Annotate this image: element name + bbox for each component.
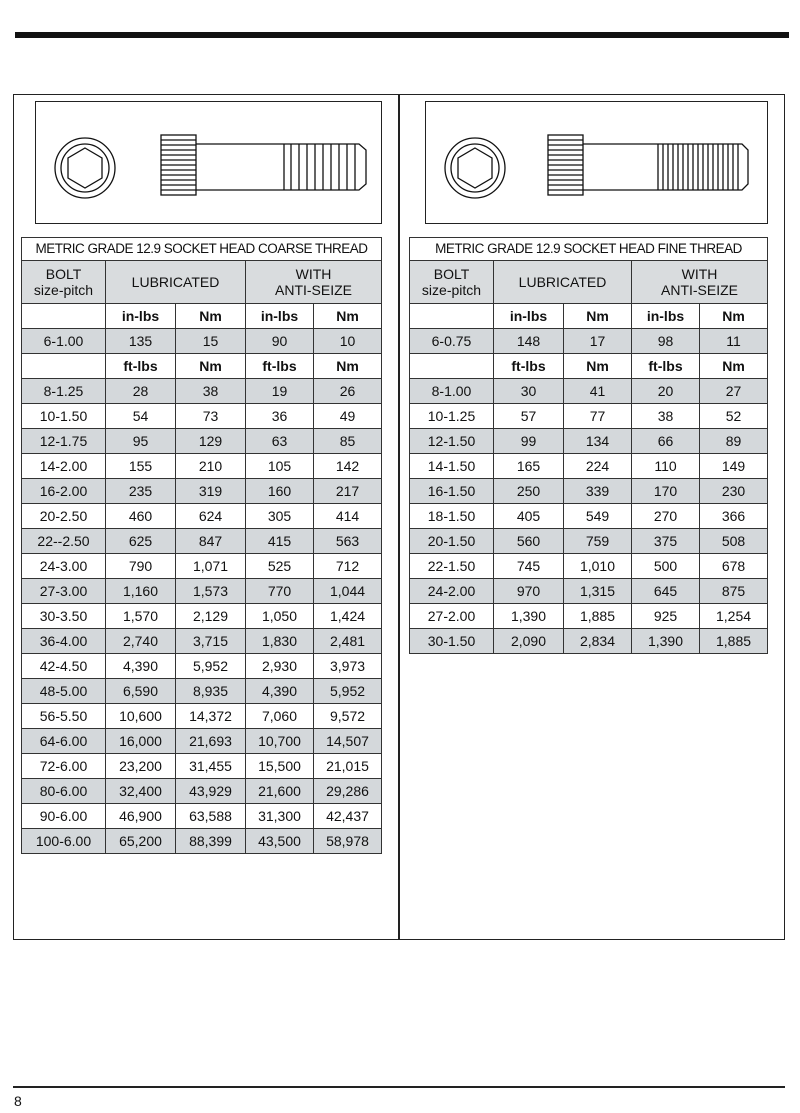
torque-value: 23,200: [106, 754, 176, 779]
torque-value: 14,507: [314, 729, 382, 754]
torque-value: 142: [314, 454, 382, 479]
torque-value: 4,390: [106, 654, 176, 679]
torque-value: 525: [246, 554, 314, 579]
torque-value: 29,286: [314, 779, 382, 804]
torque-value: 21,015: [314, 754, 382, 779]
torque-value: 134: [564, 429, 632, 454]
torque-value: 624: [176, 504, 246, 529]
torque-value: 645: [632, 579, 700, 604]
bolt-size: 30-3.50: [22, 604, 106, 629]
torque-value: 563: [314, 529, 382, 554]
torque-value: 1,885: [700, 629, 768, 654]
unit-label: Nm: [700, 354, 768, 379]
bolt-size: 72-6.00: [22, 754, 106, 779]
table-row: [22, 754, 382, 779]
bolt-size: 27-3.00: [22, 579, 106, 604]
table-row: [22, 479, 382, 504]
bolt-size: 42-4.50: [22, 654, 106, 679]
torque-value: 4,390: [246, 679, 314, 704]
torque-value: 155: [106, 454, 176, 479]
torque-value: 16,000: [106, 729, 176, 754]
torque-value: 270: [632, 504, 700, 529]
torque-value: 28: [106, 379, 176, 404]
torque-value: 1,390: [494, 604, 564, 629]
table-row: [22, 404, 382, 429]
coarse-table-title: METRIC GRADE 12.9 SOCKET HEAD COARSE THREAD: [22, 238, 382, 261]
bolt-size: 56-5.50: [22, 704, 106, 729]
table-row: [22, 504, 382, 529]
torque-value: 89: [700, 429, 768, 454]
unit-label: ft-lbs: [246, 354, 314, 379]
table-row: [22, 604, 382, 629]
torque-value: 790: [106, 554, 176, 579]
unit-label: Nm: [564, 304, 632, 329]
bolt-size: 14-1.50: [410, 454, 494, 479]
bolt-size: 14-2.00: [22, 454, 106, 479]
torque-value: 88,399: [176, 829, 246, 854]
torque-value: 375: [632, 529, 700, 554]
torque-value: 1,390: [632, 629, 700, 654]
torque-value: 15,500: [246, 754, 314, 779]
table-row: [410, 554, 768, 579]
torque-value: 2,740: [106, 629, 176, 654]
bolt-size: 24-3.00: [22, 554, 106, 579]
lubricated-header: LUBRICATED: [494, 261, 632, 304]
torque-value: 14,372: [176, 704, 246, 729]
bolt-size: 6-1.00: [22, 329, 106, 354]
table-row: [22, 579, 382, 604]
torque-value: 129: [176, 429, 246, 454]
torque-value: 135: [106, 329, 176, 354]
torque-value: 31,455: [176, 754, 246, 779]
bolt-size: 27-2.00: [410, 604, 494, 629]
torque-value: 712: [314, 554, 382, 579]
torque-value: 160: [246, 479, 314, 504]
bolt-size: 8-1.25: [22, 379, 106, 404]
torque-value: 625: [106, 529, 176, 554]
torque-value: 405: [494, 504, 564, 529]
bolt-size: 20-1.50: [410, 529, 494, 554]
torque-value: 1,570: [106, 604, 176, 629]
torque-value: 1,424: [314, 604, 382, 629]
torque-value: 31,300: [246, 804, 314, 829]
fine-table-body: [410, 379, 768, 654]
coarse-bolt-drawing: [35, 101, 382, 224]
table-row: [410, 479, 768, 504]
fine-thread-table: [409, 237, 768, 654]
column-divider: [398, 94, 400, 940]
torque-value: 678: [700, 554, 768, 579]
unit-label: in-lbs: [106, 304, 176, 329]
torque-value: 366: [700, 504, 768, 529]
bolt-size: 36-4.00: [22, 629, 106, 654]
fine-bolt-icon: [426, 102, 766, 222]
unit-label: Nm: [176, 304, 246, 329]
lubricated-header: LUBRICATED: [106, 261, 246, 304]
torque-value: 224: [564, 454, 632, 479]
torque-value: 1,830: [246, 629, 314, 654]
table-row: [22, 379, 382, 404]
bolt-size: 12-1.75: [22, 429, 106, 454]
torque-value: 745: [494, 554, 564, 579]
bolt-size: 48-5.00: [22, 679, 106, 704]
anti-seize-header: WITH ANTI-SEIZE: [246, 261, 382, 304]
table-row: [22, 804, 382, 829]
torque-value: 250: [494, 479, 564, 504]
torque-value: 549: [564, 504, 632, 529]
torque-value: 10,700: [246, 729, 314, 754]
torque-value: 414: [314, 504, 382, 529]
torque-value: 217: [314, 479, 382, 504]
torque-value: 2,090: [494, 629, 564, 654]
coarse-thread-table: [21, 237, 382, 854]
torque-value: 3,973: [314, 654, 382, 679]
torque-value: 148: [494, 329, 564, 354]
torque-value: 85: [314, 429, 382, 454]
coarse-bolt-icon: [36, 102, 380, 222]
torque-value: 6,590: [106, 679, 176, 704]
bolt-size: 80-6.00: [22, 779, 106, 804]
unit-label: Nm: [314, 354, 382, 379]
bolt-size: 10-1.25: [410, 404, 494, 429]
unit-label: ft-lbs: [494, 354, 564, 379]
torque-value: 63: [246, 429, 314, 454]
torque-value: 57: [494, 404, 564, 429]
fine-table-title: METRIC GRADE 12.9 SOCKET HEAD FINE THREAD: [410, 238, 768, 261]
bolt-size: 16-1.50: [410, 479, 494, 504]
torque-value: 1,010: [564, 554, 632, 579]
bolt-size: 16-2.00: [22, 479, 106, 504]
table-row: [22, 629, 382, 654]
bolt-size: 100-6.00: [22, 829, 106, 854]
torque-value: 58,978: [314, 829, 382, 854]
bolt-size: 12-1.50: [410, 429, 494, 454]
fine-bolt-drawing: [425, 101, 768, 224]
torque-value: 110: [632, 454, 700, 479]
torque-value: 560: [494, 529, 564, 554]
table-row: [410, 404, 768, 429]
torque-value: 10,600: [106, 704, 176, 729]
torque-value: 95: [106, 429, 176, 454]
anti-seize-header: WITH ANTI-SEIZE: [632, 261, 768, 304]
bolt-size: 22-1.50: [410, 554, 494, 579]
torque-value: 52: [700, 404, 768, 429]
torque-value: 1,254: [700, 604, 768, 629]
torque-value: 170: [632, 479, 700, 504]
torque-value: 508: [700, 529, 768, 554]
bolt-header: BOLT size-pitch: [22, 261, 106, 304]
unit-label: in-lbs: [632, 304, 700, 329]
bolt-size: 8-1.00: [410, 379, 494, 404]
torque-value: 847: [176, 529, 246, 554]
table-row: [22, 454, 382, 479]
torque-value: 36: [246, 404, 314, 429]
torque-value: 99: [494, 429, 564, 454]
torque-value: 415: [246, 529, 314, 554]
torque-value: 339: [564, 479, 632, 504]
torque-value: 1,885: [564, 604, 632, 629]
torque-value: 77: [564, 404, 632, 429]
torque-value: 9,572: [314, 704, 382, 729]
bolt-size: 10-1.50: [22, 404, 106, 429]
torque-value: 235: [106, 479, 176, 504]
torque-value: 26: [314, 379, 382, 404]
torque-value: 41: [564, 379, 632, 404]
coarse-table-body: [22, 379, 382, 854]
torque-value: 20: [632, 379, 700, 404]
page-number: 8: [14, 1093, 22, 1109]
torque-value: 21,600: [246, 779, 314, 804]
torque-value: 15: [176, 329, 246, 354]
torque-value: 98: [632, 329, 700, 354]
unit-label: Nm: [314, 304, 382, 329]
units-row: [410, 304, 768, 329]
table-row: [22, 329, 382, 354]
unit-label: Nm: [564, 354, 632, 379]
torque-value: 149: [700, 454, 768, 479]
torque-value: 1,050: [246, 604, 314, 629]
bolt-size: 18-1.50: [410, 504, 494, 529]
torque-value: 1,573: [176, 579, 246, 604]
torque-value: 17: [564, 329, 632, 354]
torque-value: 1,044: [314, 579, 382, 604]
bottom-rule: [13, 1086, 785, 1088]
units-row: [410, 354, 768, 379]
torque-value: 2,129: [176, 604, 246, 629]
torque-value: 8,935: [176, 679, 246, 704]
torque-value: 460: [106, 504, 176, 529]
table-row: [410, 604, 768, 629]
torque-value: 63,588: [176, 804, 246, 829]
torque-value: 105: [246, 454, 314, 479]
torque-value: 46,900: [106, 804, 176, 829]
torque-value: 5,952: [176, 654, 246, 679]
torque-value: 66: [632, 429, 700, 454]
torque-value: 54: [106, 404, 176, 429]
torque-value: 1,315: [564, 579, 632, 604]
unit-label: in-lbs: [246, 304, 314, 329]
torque-value: 21,693: [176, 729, 246, 754]
table-row: [410, 629, 768, 654]
torque-value: 230: [700, 479, 768, 504]
torque-value: 2,834: [564, 629, 632, 654]
bolt-size: 64-6.00: [22, 729, 106, 754]
table-row: [410, 504, 768, 529]
torque-value: 43,929: [176, 779, 246, 804]
torque-value: 1,160: [106, 579, 176, 604]
bolt-size: 30-1.50: [410, 629, 494, 654]
torque-value: 42,437: [314, 804, 382, 829]
torque-value: 90: [246, 329, 314, 354]
unit-label: Nm: [700, 304, 768, 329]
top-rule: [15, 32, 789, 38]
torque-value: 305: [246, 504, 314, 529]
table-row: [410, 529, 768, 554]
table-row: [410, 429, 768, 454]
unit-label: ft-lbs: [106, 354, 176, 379]
bolt-size: 20-2.50: [22, 504, 106, 529]
table-row: [22, 679, 382, 704]
torque-value: 32,400: [106, 779, 176, 804]
table-row: [22, 779, 382, 804]
torque-value: 500: [632, 554, 700, 579]
torque-value: 165: [494, 454, 564, 479]
unit-label: in-lbs: [494, 304, 564, 329]
torque-value: 73: [176, 404, 246, 429]
bolt-size: 24-2.00: [410, 579, 494, 604]
torque-value: 11: [700, 329, 768, 354]
torque-value: 2,481: [314, 629, 382, 654]
torque-value: 5,952: [314, 679, 382, 704]
torque-value: 1,071: [176, 554, 246, 579]
torque-value: 875: [700, 579, 768, 604]
unit-label: ft-lbs: [632, 354, 700, 379]
torque-value: 38: [176, 379, 246, 404]
torque-value: 925: [632, 604, 700, 629]
torque-value: 30: [494, 379, 564, 404]
units-row: [22, 354, 382, 379]
table-row: [22, 429, 382, 454]
bolt-size: 6-0.75: [410, 329, 494, 354]
table-row: [22, 529, 382, 554]
torque-value: 38: [632, 404, 700, 429]
table-row: [410, 329, 768, 354]
torque-value: 27: [700, 379, 768, 404]
torque-value: 319: [176, 479, 246, 504]
units-row: [22, 304, 382, 329]
torque-value: 3,715: [176, 629, 246, 654]
torque-value: 49: [314, 404, 382, 429]
torque-value: 43,500: [246, 829, 314, 854]
unit-label: Nm: [176, 354, 246, 379]
bolt-size: 90-6.00: [22, 804, 106, 829]
table-row: [410, 579, 768, 604]
torque-value: 7,060: [246, 704, 314, 729]
bolt-header: BOLT size-pitch: [410, 261, 494, 304]
torque-value: 2,930: [246, 654, 314, 679]
torque-value: 210: [176, 454, 246, 479]
torque-value: 759: [564, 529, 632, 554]
torque-value: 65,200: [106, 829, 176, 854]
table-row: [22, 829, 382, 854]
bolt-size: 22--2.50: [22, 529, 106, 554]
table-row: [22, 554, 382, 579]
torque-value: 970: [494, 579, 564, 604]
torque-value: 10: [314, 329, 382, 354]
table-row: [410, 379, 768, 404]
torque-value: 770: [246, 579, 314, 604]
table-row: [22, 729, 382, 754]
table-row: [410, 454, 768, 479]
torque-value: 19: [246, 379, 314, 404]
table-row: [22, 654, 382, 679]
table-row: [22, 704, 382, 729]
